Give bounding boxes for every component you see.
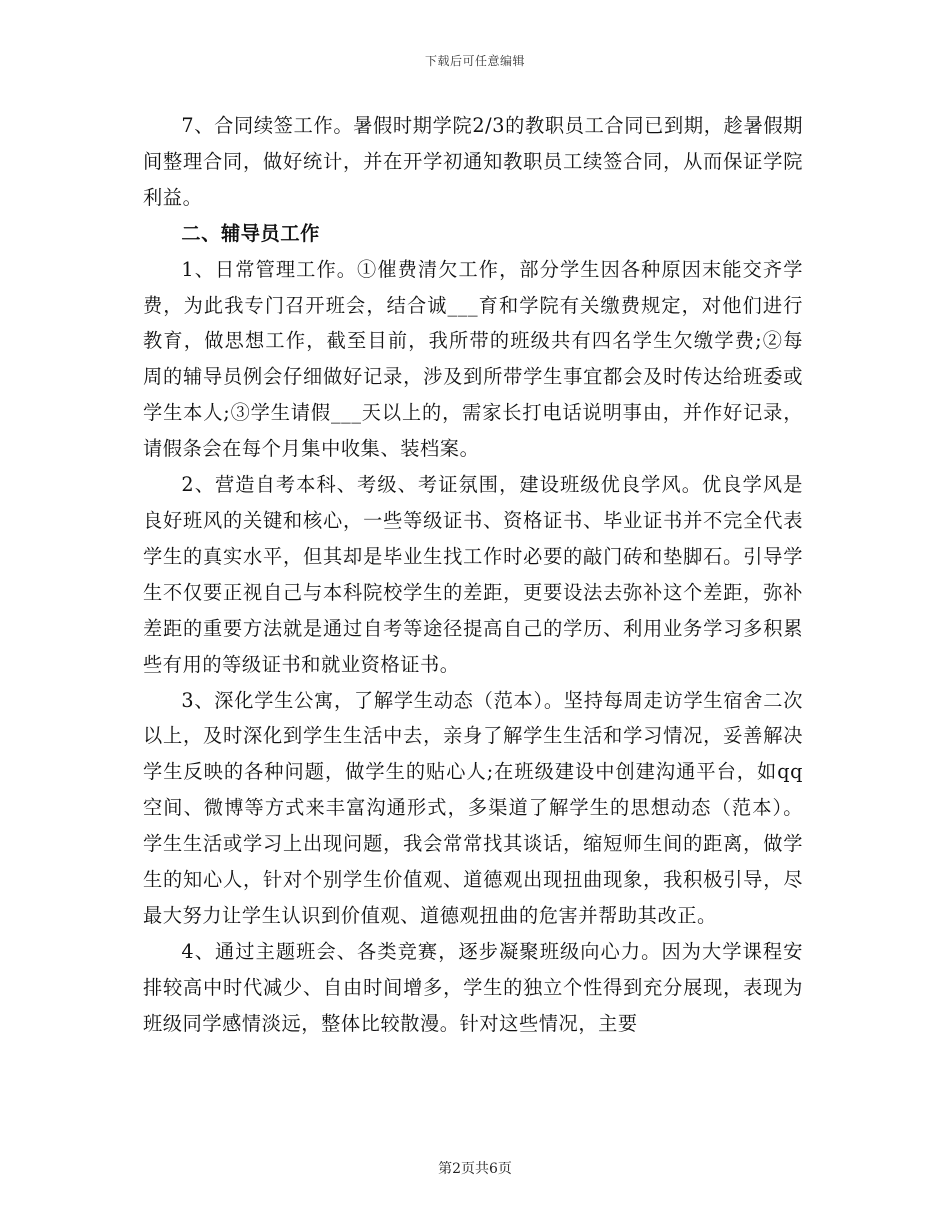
page-header: 下载后可任意编辑 xyxy=(424,54,525,68)
paragraph-contract-renewal: 7、合同续签工作。暑假时期学院2/3的教职员工合同已到期，趁暑假期间整理合同，做好统计，并在开学初通知教职员工续签合同，从而保证学院利益。 xyxy=(143,114,803,209)
paragraph-class-cohesion: 4、通过主题班会、各类竞赛，逐步凝聚班级向心力。因为大学课程安排较高中时代减少、自由时间增多，学生的独立个性得到充分展现，表现为班级同学感情淡远，整体比较散漫。针对这些情况，主要 xyxy=(143,939,803,1035)
paragraph-study-atmosphere: 2、营造自考本科、考级、考证氛围，建设班级优良学风。优良学风是良好班风的关键和核心，一些等级证书、资格证书、毕业证书并不完全代表学生的真实水平，但其却是毕业生找工作时必要的敲门砖和垫脚石。引导学生不仅要正视自己与本科院校学生的差距，更要设法去弥补这个差距，弥补差距的重要方法就是通过自考等途径提高自己的学历、利用业务学习多积累些有用的等级证书和就业资格证书。 xyxy=(143,473,803,676)
paragraph-daily-management: 1、日常管理工作。①催费清欠工作，部分学生因各种原因末能交齐学费，为此我专门召开班会，结合诚___育和学院有关缴费规定，对他们进行教育，做思想工作，截至目前，我所带的班级共有四名学生欠缴学费;②每周的辅导员例会仔细做好记录，涉及到所带学生事宜都会及时传达给班委或学生本人;③学生请假___天以上的，需家长打电话说明事由，并作好记录，请假条会在每个月集中收集、装档案。 xyxy=(143,257,803,461)
document-body xyxy=(143,108,803,1042)
section-heading-counselor-work: 二、辅导员工作 xyxy=(181,221,320,245)
page-number: 第2页共6页 xyxy=(438,1161,512,1177)
paragraph-dormitory-visits: 3、深化学生公寓，了解学生动态（范本）。坚持每周走访学生宿舍二次以上，及时深化到学生生活中去，亲身了解学生生活和学习情况，妥善解决学生反映的各种问题，做学生的贴心人;在班级建设中创建沟通平台，如qq空间、微博等方式来丰富沟通形式，多渠道了解学生的思想动态（范本）。学生生活或学习上出现问题，我会常常找其谈话，缩短师生间的距离，做学生的知心人，针对个别学生价值观、道德观出现扭曲现象，我积极引导，尽最大努力让学生认识到价值观、道德观扭曲的危害并帮助其改正。 xyxy=(143,688,803,927)
